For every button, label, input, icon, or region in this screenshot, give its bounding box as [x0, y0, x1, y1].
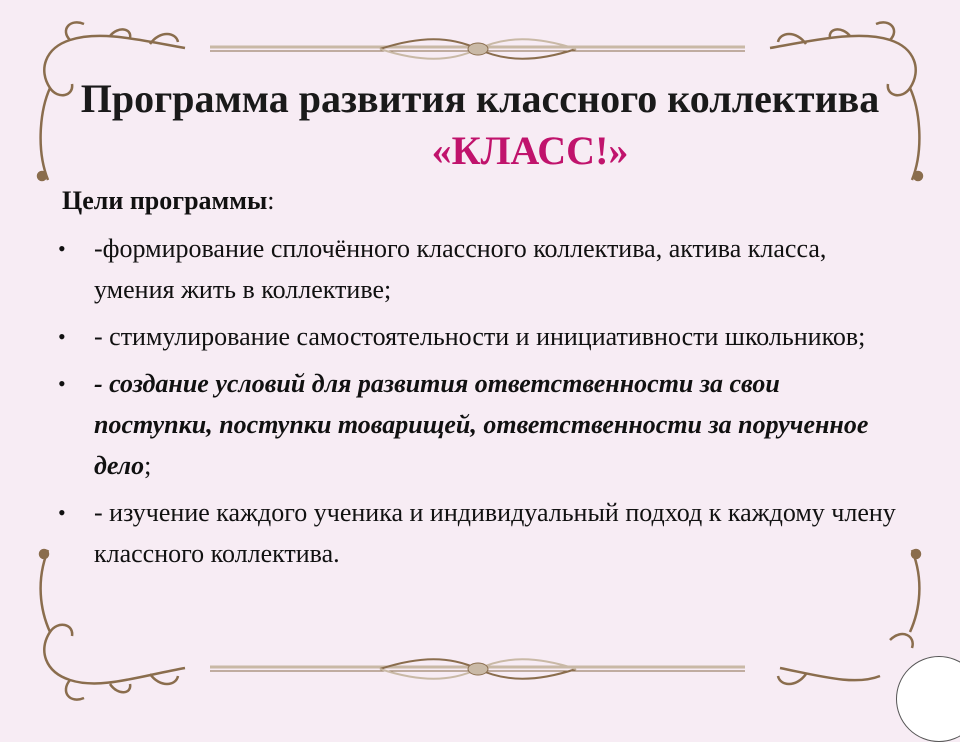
bullet-icon: • — [58, 371, 66, 396]
goals-list — [58, 228, 898, 580]
goal-text — [94, 369, 868, 480]
goals-heading-text: Цели программы — [62, 186, 268, 215]
goals-heading — [62, 184, 275, 218]
goal-item — [58, 316, 898, 357]
bullet-icon: • — [58, 324, 66, 349]
bullet-icon: • — [58, 236, 66, 261]
goal-item — [58, 492, 898, 574]
top-centre-ornament — [210, 39, 745, 59]
goal-text-emphasized: - создание условий для развития ответственности за свои поступки, поступки товарищей, ответственности за порученное дело — [94, 369, 869, 480]
corner-circle-button[interactable] — [896, 656, 960, 742]
goal-item — [58, 228, 898, 310]
goals-heading-colon: : — [267, 186, 275, 215]
goal-text: - стимулирование самостоятельности и инициативности школьников; — [94, 322, 866, 351]
goal-item — [58, 363, 898, 486]
goal-text: -формирование сплочённого классного коллектива, актива класса, умения жить в коллективе; — [94, 234, 827, 304]
slide-title: Программа развития классного коллектива — [80, 76, 880, 121]
goal-text: - изучение каждого ученика и индивидуальный подход к каждому члену классного коллектива. — [94, 498, 896, 568]
goal-text-tail: ; — [144, 451, 152, 480]
bottom-centre-ornament — [210, 659, 745, 679]
slide-subtitle: «КЛАСС!» — [431, 128, 629, 173]
bullet-icon: • — [58, 500, 66, 525]
